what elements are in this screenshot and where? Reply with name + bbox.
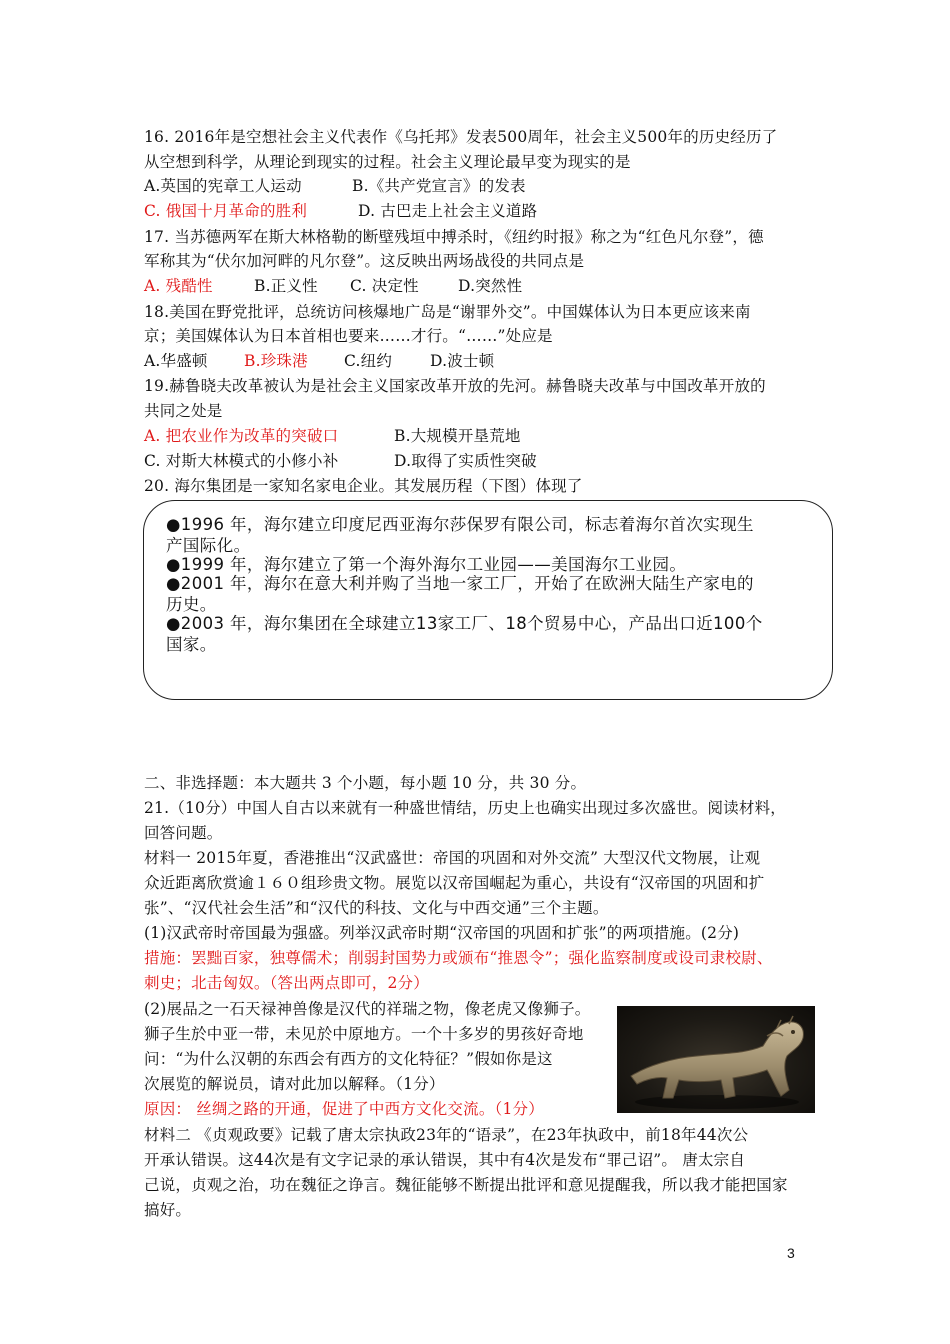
- q21-material1-line3: 张”、“汉代社会生活”和“汉代的科技、文化与中西交通”三个主题。: [144, 899, 609, 917]
- q17-option-d: D.突然性: [458, 277, 523, 295]
- q18-option-a: A.华盛顿: [144, 352, 208, 370]
- haier-2003-line2: 国家。: [166, 635, 217, 654]
- q16-option-d: D. 古巴走上社会主义道路: [358, 202, 538, 220]
- q21-intro-line2: 回答问题。: [144, 824, 223, 842]
- q18-stem-line2: 京；美国媒体认为日本首相也要来……才行。“……”处应是: [144, 327, 553, 345]
- haier-1999: ●1999 年，海尔建立了第一个海外海尔工业园——美国海尔工业园。: [166, 555, 687, 574]
- q21-intro-line1: 21.（10分）中国人自古以来就有一种盛世情结，历史上也确实出现过多次盛世。阅读材料，: [144, 799, 786, 817]
- q18-option-b-answer: B.珍珠港: [244, 352, 308, 370]
- q19-options-row2: [144, 450, 537, 472]
- q16-options-row2: [144, 200, 537, 222]
- haier-2001-line1: ●2001 年，海尔在意大利并购了当地一家工厂，开始了在欧洲大陆生产家电的: [166, 574, 754, 593]
- q19-stem-line2: 共同之处是: [144, 402, 223, 420]
- q17-options: [144, 275, 522, 297]
- q19-options-row1: [144, 425, 521, 447]
- q16-options-row1: [144, 175, 526, 197]
- haier-1996-line1: ●1996 年，海尔建立印度尼西亚海尔莎保罗有限公司，标志着海尔首次实现生: [166, 515, 754, 534]
- q17-stem-line1: 17. 当苏德两军在斯大林格勒的断壁残垣中搏杀时，《纽约时报》称之为“红色凡尔登”，德: [144, 228, 764, 246]
- q17-option-b: B.正义性: [254, 277, 318, 295]
- q16-option-c-answer: C. 俄国十月革命的胜利: [144, 202, 308, 220]
- page-number: 3: [787, 1245, 795, 1261]
- q18-option-c: C.纽约: [344, 352, 393, 370]
- q16-stem-line2: 从空想到科学，从理论到现实的过程。社会主义理论最早变为现实的是: [144, 153, 631, 171]
- section2-heading: 二、非选择题：本大题共 3 个小题，每小题 10 分，共 30 分。: [144, 774, 587, 792]
- q21-sub2-question-line2: 狮子生於中亚一带，未见於中原地方。一个十多岁的男孩好奇地: [144, 1025, 584, 1043]
- q17-stem-line2: 军称其为“伏尔加河畔的凡尔登”。这反映出两场战役的共同点是: [144, 252, 585, 270]
- q19-option-c: C. 对斯大林模式的小修小补: [144, 452, 339, 470]
- q20-stem: 20. 海尔集团是一家知名家电企业。其发展历程（下图）体现了: [144, 477, 583, 495]
- q17-option-a-answer: A. 残酷性: [144, 277, 213, 295]
- q21-material1-line1: 材料一 2015年夏，香港推出“汉武盛世：帝国的巩固和对外交流” 大型汉代文物展，让观: [144, 849, 761, 867]
- q21-sub2-question-line3: 问：“为什么汉朝的东西会有西方的文化特征？”假如你是这: [144, 1050, 553, 1068]
- q21-material2-line3: 己说，贞观之治，功在魏征之诤言。魏征能够不断提出批评和意见提醒我，所以我才能把国家: [144, 1176, 788, 1194]
- stone-tianlu-beast-photo: [617, 1006, 815, 1113]
- q21-sub2-question-line1: (2)展品之一石天禄神兽像是汉代的祥瑞之物，像老虎又像狮子。: [144, 1000, 591, 1018]
- q21-sub1-question: (1)汉武帝时帝国最为强盛。列举汉武帝时期“汉帝国的巩固和扩张”的两项措施。(2分): [144, 924, 740, 942]
- q18-option-d: D.波士顿: [430, 352, 495, 370]
- stone-beast-illustration: [617, 1006, 815, 1113]
- q21-sub1-answer-line2: 刺史；北击匈奴。（答出两点即可，2分）: [144, 974, 429, 992]
- q16-option-a: A.英国的宪章工人运动: [144, 177, 302, 195]
- q18-stem-line1: 18.美国在野党批评，总统访问核爆地广岛是“谢罪外交”。中国媒体认为日本更应该来南: [144, 303, 751, 321]
- haier-1996-line2: 产国际化。: [166, 536, 251, 555]
- q19-option-d: D.取得了实质性突破: [394, 452, 537, 470]
- q19-stem-line1: 19.赫鲁晓夫改革被认为是社会主义国家改革开放的先河。赫鲁晓夫改革与中国改革开放的: [144, 377, 766, 395]
- q17-option-c: C. 决定性: [350, 277, 419, 295]
- q21-sub1-answer-line1: 措施：罢黜百家，独尊儒术；削弱封国势力或颁布“推恩令”；强化监察制度或设司隶校尉、: [144, 949, 773, 967]
- q16-option-b: B.《共产党宣言》的发表: [352, 177, 526, 195]
- q21-sub2-answer: 原因： 丝绸之路的开通，促进了中西方文化交流。（1分）: [144, 1100, 544, 1118]
- q19-option-a-answer: A. 把农业作为改革的突破口: [144, 427, 339, 445]
- q21-material1-line2: 众近距离欣赏逾１６０组珍贵文物。展览以汉帝国崛起为重心，共设有“汉帝国的巩固和扩: [144, 874, 765, 892]
- q21-material2-line2: 开承认错误。这44次是有文字记录的承认错误，其中有4次是发布“罪己诏”。 唐太宗自: [144, 1151, 746, 1169]
- haier-2003-line1: ●2003 年，海尔集团在全球建立13家工厂、18个贸易中心，产品出口近100个: [166, 614, 763, 633]
- q21-material2-line4: 搞好。: [144, 1201, 192, 1219]
- haier-2001-line2: 历史。: [166, 595, 217, 614]
- q19-option-b: B.大规模开垦荒地: [394, 427, 521, 445]
- q16-stem-line1: 16. 2016年是空想社会主义代表作《乌托邦》发表500周年，社会主义500年的历史经历了: [144, 128, 778, 146]
- q18-options: [144, 350, 494, 372]
- q21-sub2-question-line4: 次展览的解说员，请对此加以解释。（1分）: [144, 1075, 445, 1093]
- q21-material2-line1: 材料二 《贞观政要》记载了唐太宗执政23年的“语录”，在23年执政中，前18年44次公: [144, 1126, 749, 1144]
